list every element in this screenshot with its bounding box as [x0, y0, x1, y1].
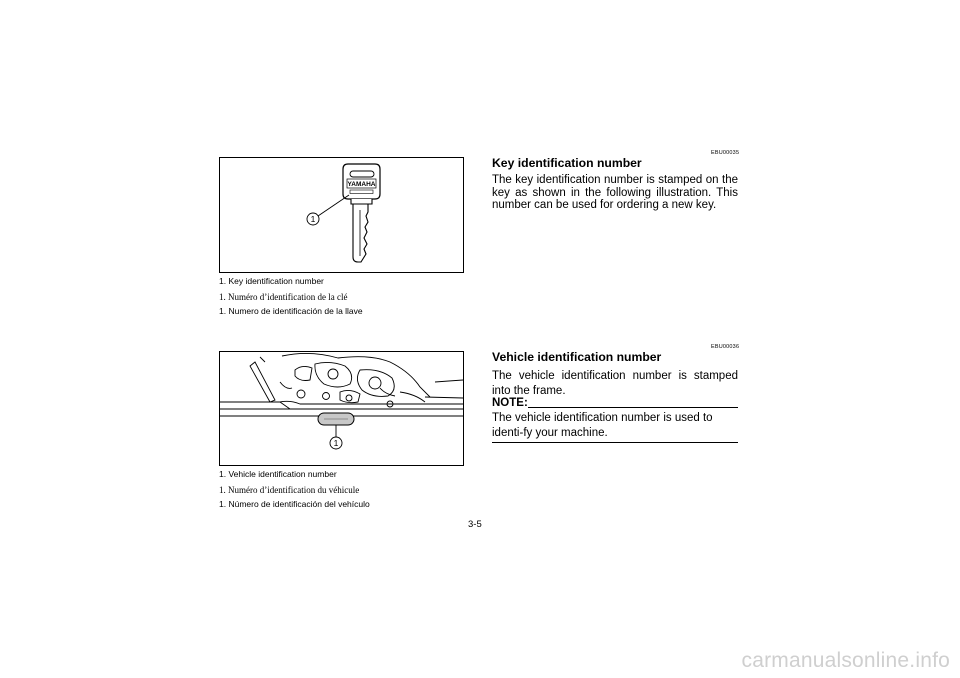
- section-code-vehicle: EBU00036: [711, 344, 740, 350]
- key-caption-en: 1. Key identification number: [219, 276, 324, 286]
- vehicle-section-title: Vehicle identification number: [492, 350, 662, 364]
- key-brand-text: YAMAHA: [347, 181, 376, 189]
- vehicle-caption-fr: 1. Numéro d’identification du véhicule: [219, 485, 360, 495]
- key-caption-es: 1. Numero de identificación de la llave: [219, 306, 363, 316]
- key-drawing: [220, 158, 463, 272]
- note-label: NOTE:: [492, 397, 528, 409]
- section-code-key: EBU00035: [711, 150, 740, 156]
- vehicle-section-body: The vehicle identification number is stamped into the frame.: [492, 370, 738, 397]
- key-caption-fr: 1. Numéro d’identification de la clé: [219, 292, 348, 302]
- watermark: carmanualsonline.info: [741, 649, 950, 672]
- vehicle-frame-drawing: [220, 352, 463, 465]
- vehicle-frame-illustration: [219, 351, 464, 466]
- key-callout-number: 1: [310, 214, 316, 224]
- page-number: 3-5: [468, 519, 482, 530]
- key-section-title: Key identification number: [492, 156, 642, 170]
- vehicle-callout-number: 1: [333, 438, 339, 448]
- note-text: The vehicle identification number is used to identi-fy your machine.: [492, 412, 713, 439]
- note-rule-bottom: [492, 442, 738, 443]
- vehicle-caption-es: 1. Número de identificación del vehículo: [219, 499, 370, 509]
- note-rule-top: [528, 407, 738, 408]
- key-section-body: The key identification number is stamped on the key as shown in the following illustration. This number can be used for ordering a new key.: [492, 174, 738, 211]
- vehicle-caption-en: 1. Vehicle identification number: [219, 469, 337, 479]
- note-header: [492, 397, 738, 411]
- key-illustration: [219, 157, 464, 273]
